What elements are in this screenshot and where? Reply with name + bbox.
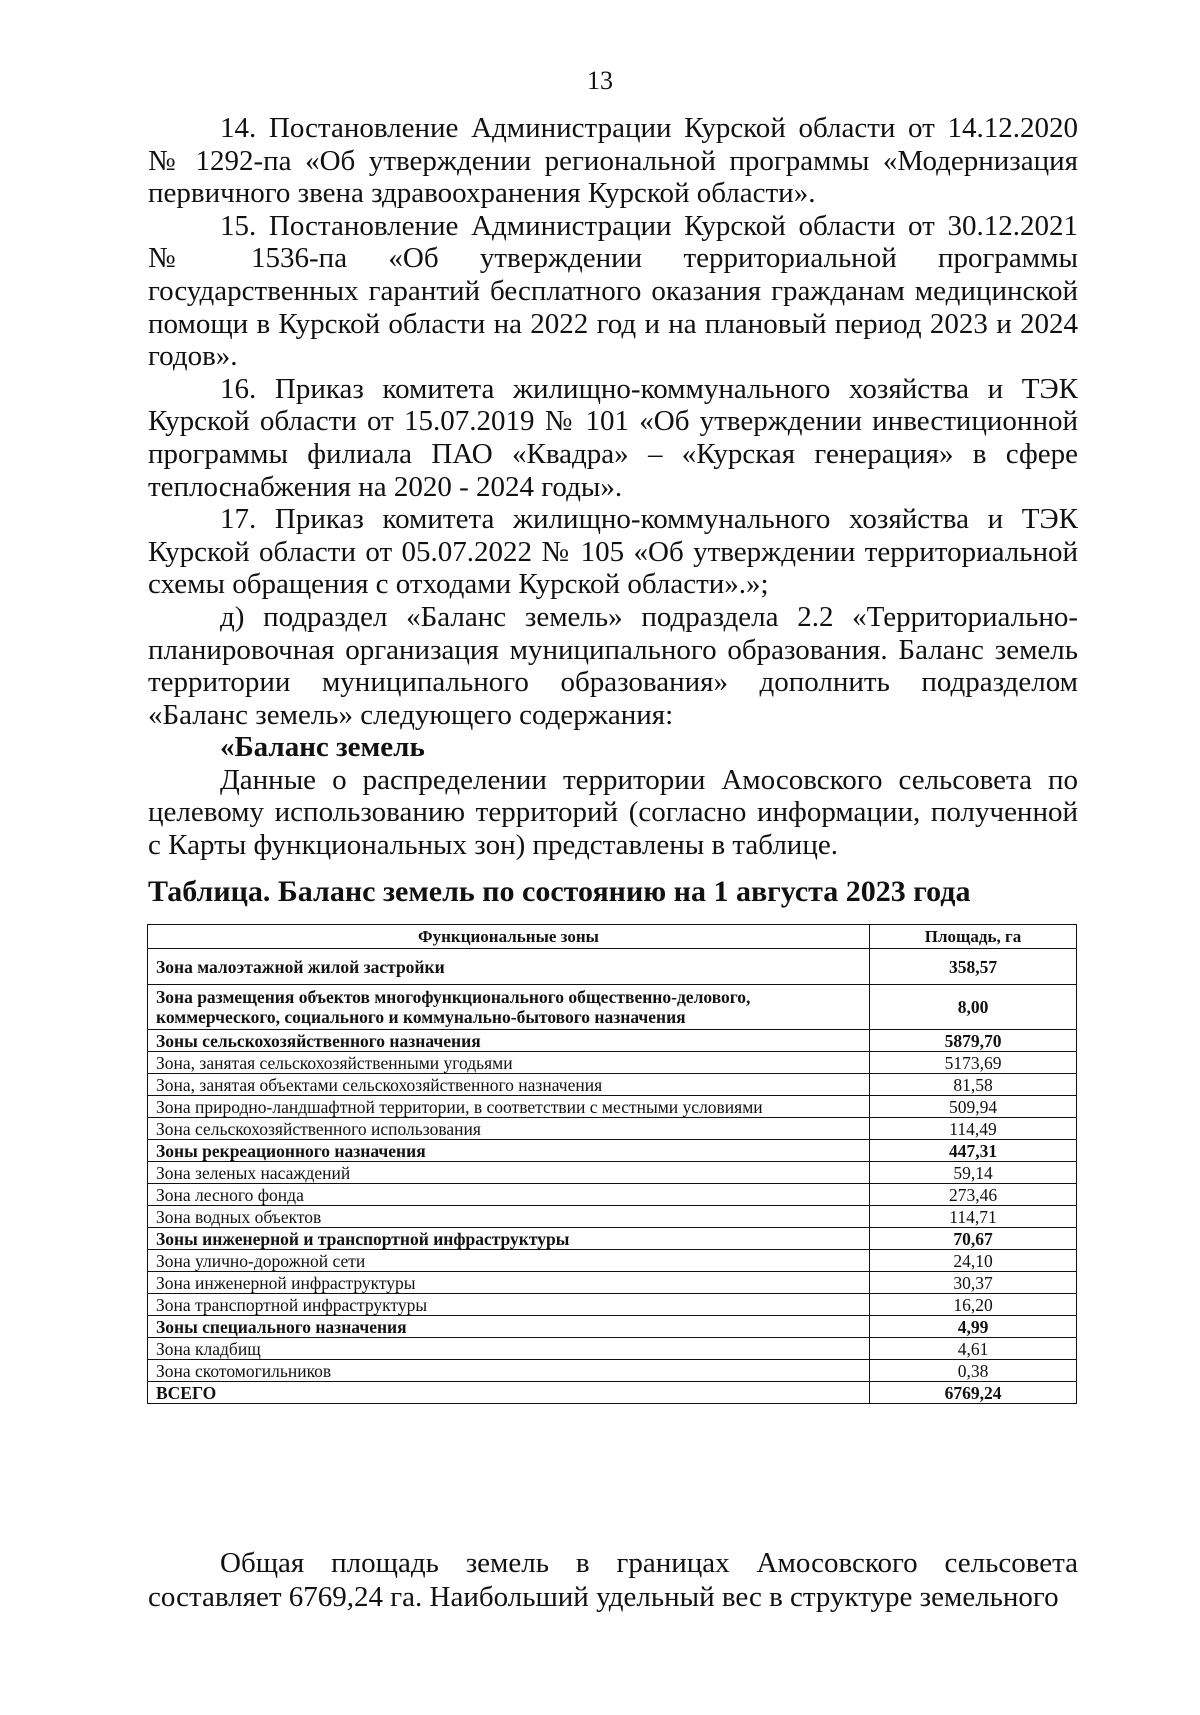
area-cell: 70,67 (870, 1228, 1077, 1250)
zone-cell: Зона водных объектов (148, 1206, 870, 1228)
area-cell: 4,99 (870, 1316, 1077, 1338)
paragraph-subsection-d: д) подраздел «Баланс земель» подраздела 2.2 «Территориально-планировочная организация муниципального образования. Баланс земель территории муниципального образования» дополнить подразделом «Баланс земель» следующего содержания: (148, 600, 1078, 731)
table-row (148, 1206, 1077, 1228)
area-cell: 447,31 (870, 1140, 1077, 1162)
area-cell: 509,94 (870, 1096, 1077, 1118)
zone-cell: Зона улично-дорожной сети (148, 1250, 870, 1272)
zone-cell: Зона зеленых насаждений (148, 1162, 870, 1184)
zone-cell: Зона сельскохозяйственного использования (148, 1118, 870, 1140)
section-heading: «Баланс земель (220, 731, 425, 764)
area-cell: 114,49 (870, 1118, 1077, 1140)
table-row (148, 1250, 1077, 1272)
table-row (148, 1074, 1077, 1096)
area-cell: 358,57 (870, 949, 1077, 985)
zone-cell: Зона малоэтажной жилой застройки (148, 949, 870, 985)
header-area: Площадь, га (870, 925, 1077, 949)
table-row (148, 1118, 1077, 1140)
area-cell: 81,58 (870, 1074, 1077, 1096)
area-cell: 24,10 (870, 1250, 1077, 1272)
area-cell: 0,38 (870, 1360, 1077, 1382)
table-row (148, 1316, 1077, 1338)
area-cell: 5173,69 (870, 1052, 1077, 1074)
area-cell: 273,46 (870, 1184, 1077, 1206)
zone-cell: Зона, занятая сельскохозяйственными угодьями (148, 1052, 870, 1074)
header-zone: Функциональные зоны (148, 925, 870, 949)
paragraph-item-16: 16. Приказ комитета жилищно-коммунального хозяйства и ТЭК Курской области от 15.07.2019 № 101 «Об утверждении инвестиционной программы филиала ПАО «Квадра» – «Курская генерация» в сфере теплоснабжения на 2020 - 2024 годы». (148, 372, 1078, 503)
table-title: Таблица. Баланс земель по состоянию на 1 августа 2023 года (148, 875, 971, 908)
area-cell: 4,61 (870, 1338, 1077, 1360)
zone-cell: Зона транспортной инфраструктуры (148, 1294, 870, 1316)
table-row (148, 1294, 1077, 1316)
paragraph-item-15: 15. Постановление Администрации Курской области от 30.12.2021 № 1536-па «Об утверждении территориальной программы государственных гарантий бесплатного оказания гражданам медицинской помощи в Курской области на 2022 год и на плановый период 2023 и 2024 годов». (148, 209, 1078, 373)
zone-cell: Зона размещения объектов многофункционального общественно-делового, коммерческого, социального и коммунально-бытового назначения (148, 985, 870, 1030)
page-number: 13 (587, 66, 613, 95)
zone-cell: Зоны инженерной и транспортной инфраструктуры (148, 1228, 870, 1250)
closing-paragraph: Общая площадь земель в границах Амосовского сельсовета составляет 6769,24 га. Наибольший удельный вес в структуре земельного (148, 1547, 1078, 1613)
table-row (148, 1030, 1077, 1052)
table-total-row (148, 1382, 1077, 1404)
zone-cell: Зона инженерной инфраструктуры (148, 1272, 870, 1294)
land-balance-table (147, 924, 1077, 1404)
table-row (148, 985, 1077, 1030)
area-cell: 114,71 (870, 1206, 1077, 1228)
table-row (148, 1052, 1077, 1074)
zone-cell: Зоны сельскохозяйственного назначения (148, 1030, 870, 1052)
total-area: 6769,24 (870, 1382, 1077, 1404)
zone-cell: Зона природно-ландшафтной территории, в соответствии с местными условиями (148, 1096, 870, 1118)
zone-cell: Зона кладбищ (148, 1338, 870, 1360)
area-cell: 16,20 (870, 1294, 1077, 1316)
document-body (148, 112, 1078, 862)
table-row (148, 1338, 1077, 1360)
zone-cell: Зона скотомогильников (148, 1360, 870, 1382)
total-label: ВСЕГО (148, 1382, 870, 1404)
table-header-row (148, 925, 1077, 949)
area-cell: 5879,70 (870, 1030, 1077, 1052)
table-row (148, 1096, 1077, 1118)
zone-cell: Зона, занятая объектами сельскохозяйственного назначения (148, 1074, 870, 1096)
table-row (148, 949, 1077, 985)
paragraph-item-17: 17. Приказ комитета жилищно-коммунального хозяйства и ТЭК Курской области от 05.07.2022 № 105 «Об утверждении территориальной схемы обращения с отходами Курской области».»; (148, 503, 1078, 601)
table-row (148, 1162, 1077, 1184)
zone-cell: Зона лесного фонда (148, 1184, 870, 1206)
closing-body (148, 1546, 1078, 1614)
table-row (148, 1184, 1077, 1206)
intro-paragraph: Данные о распределении территории Амосовского сельсовета по целевому использованию территорий (согласно информации, полученной с Карты функциональных зон) представлены в таблице. (148, 763, 1078, 862)
table-row (148, 1272, 1077, 1294)
table-row (148, 1228, 1077, 1250)
table-row (148, 1360, 1077, 1382)
paragraph-item-14: 14. Постановление Администрации Курской области от 14.12.2020 № 1292-па «Об утверждении региональной программы «Модернизация первичного звена здравоохранения Курской области». (148, 112, 1078, 210)
table-row (148, 1140, 1077, 1162)
area-cell: 59,14 (870, 1162, 1077, 1184)
area-cell: 8,00 (870, 985, 1077, 1030)
zone-cell: Зоны рекреационного назначения (148, 1140, 870, 1162)
zone-cell: Зоны специального назначения (148, 1316, 870, 1338)
area-cell: 30,37 (870, 1272, 1077, 1294)
